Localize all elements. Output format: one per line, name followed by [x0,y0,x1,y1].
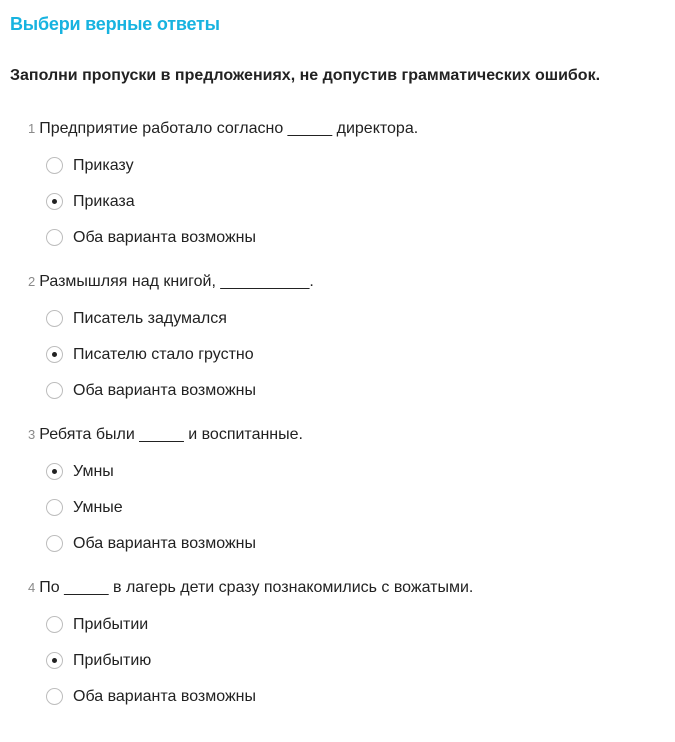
option-1-2[interactable] [46,192,256,228]
option-label: Писателю стало грустно [73,346,254,363]
question-list [0,118,675,730]
question-header [28,120,418,138]
option-label: Умны [73,463,114,480]
question-number: 4 [28,580,36,595]
question-header [28,579,473,597]
option-label: Оба варианта возможны [73,229,256,246]
radio-button-selected[interactable] [46,193,63,210]
option-label: Прибытию [73,652,152,669]
question-2 [0,271,675,424]
option-label: Приказа [73,193,135,210]
radio-button[interactable] [46,499,63,516]
option-list [46,309,256,417]
option-label: Приказу [73,157,134,174]
question-text: По _____ в лагерь дети сразу познакомились с вожатыми. [39,579,474,596]
question-text: Ребята были _____ и воспитанные. [39,426,303,443]
option-4-2[interactable] [46,651,256,687]
question-1 [0,118,675,271]
question-number: 3 [28,427,36,442]
option-label: Оба варианта возможны [73,382,256,399]
option-4-1[interactable] [46,615,256,651]
radio-button[interactable] [46,382,63,399]
option-1-1[interactable] [46,156,256,192]
instruction-text: Заполни пропуски в предложениях, не допустив грамматических ошибок. [10,67,601,84]
option-list [46,156,256,264]
question-4 [0,577,675,730]
radio-button[interactable] [46,310,63,327]
option-2-2[interactable] [46,345,256,381]
radio-button[interactable] [46,535,63,552]
question-number: 1 [28,121,36,136]
radio-button-selected[interactable] [46,652,63,669]
radio-button[interactable] [46,229,63,246]
radio-button[interactable] [46,616,63,633]
radio-button[interactable] [46,157,63,174]
option-3-1[interactable] [46,462,256,498]
option-label: Прибытии [73,616,149,633]
option-2-3[interactable] [46,381,256,417]
option-3-2[interactable] [46,498,256,534]
radio-button-selected[interactable] [46,346,63,363]
question-3 [0,424,675,577]
option-4-3[interactable] [46,687,256,723]
option-3-3[interactable] [46,534,256,570]
radio-button-selected[interactable] [46,463,63,480]
question-number: 2 [28,274,36,289]
option-list [46,462,256,570]
radio-button[interactable] [46,688,63,705]
option-label: Писатель задумался [73,310,227,327]
option-1-3[interactable] [46,228,256,264]
question-text: Размышляя над книгой, __________. [39,273,314,290]
option-label: Умные [73,499,123,516]
question-header [28,426,303,444]
option-list [46,615,256,723]
question-header [28,273,314,291]
question-text: Предприятие работало согласно _____ директора. [39,120,419,137]
option-label: Оба варианта возможны [73,535,256,552]
page-title: Выбери верные ответы [10,14,220,34]
option-2-1[interactable] [46,309,256,345]
option-label: Оба варианта возможны [73,688,256,705]
